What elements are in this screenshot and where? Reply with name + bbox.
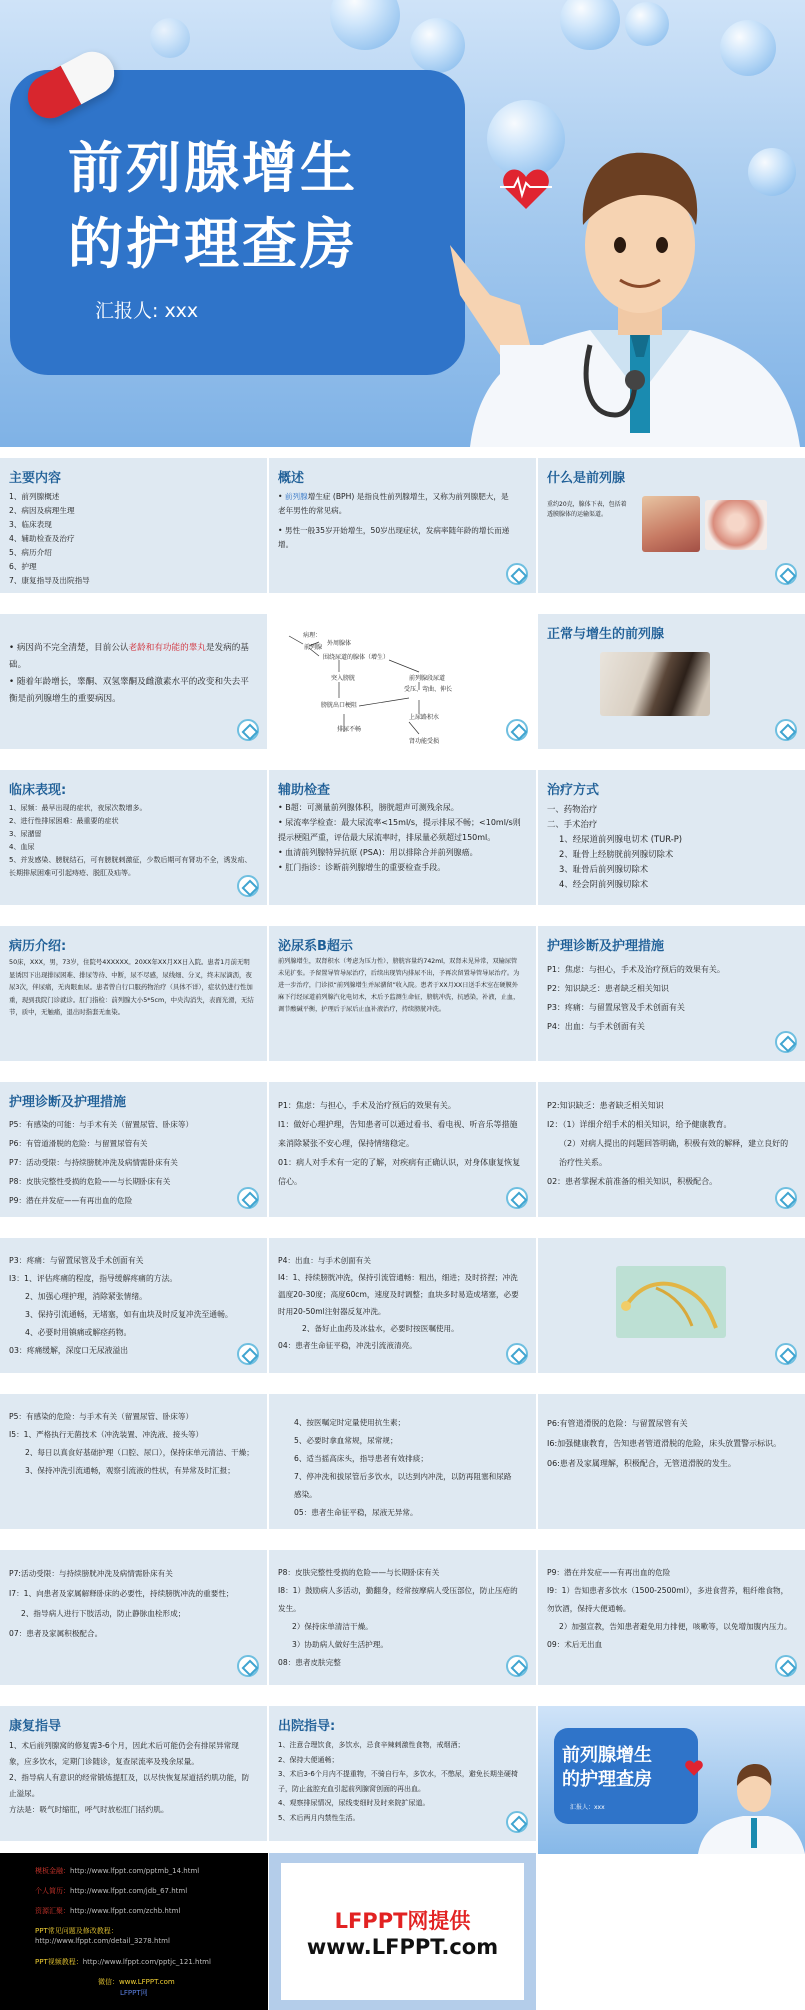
list-item: P7：活动受限：与持续膀胱冲洗及病情需卧床有关: [9, 1158, 178, 1167]
list-item: P8：皮肤完整性受损的危险——与长期卧床有关: [9, 1177, 171, 1186]
list-item: 2）保持床单清洁干燥。: [292, 1622, 373, 1631]
p5b-slide: [269, 1394, 536, 1529]
logo-line2[interactable]: www.LFPPT.com: [306, 1935, 499, 1959]
list-item: P5：有感染的可能：与手术有关（留置尿管、卧床等）: [9, 1120, 194, 1129]
treat-title: 治疗方式: [547, 783, 600, 798]
list-item: 2、保持大便通畅；: [278, 1755, 339, 1764]
list-item: P6：有管道滑脱的危险：与留置尿管有关: [9, 1139, 148, 1148]
hero-title: 前列腺增生 的护理查房: [68, 136, 359, 276]
list-item: 1、前列腺概述: [9, 492, 60, 501]
molecule-bubble: [150, 18, 190, 58]
p1-list: [278, 1096, 523, 1191]
rehab-list: [9, 1738, 254, 1818]
bus-text: 前列腺增生，双肾积水（考虑为压力性），膀胱容量约742ml，双肾未见异常，双输尿管未见扩张。予留置导管导尿治疗，后续出现管内排尿不出，予再次留置导管导尿治疗。为进一步治疗，门诊拟“前列腺增生并尿潴留”收入院。患者于XX月XX日送手术室在硬膜外麻下行经尿道前列腺汽化电切术，术后予监测生命征，膀胱冲洗，抗感染，补液，止血，调节酸碱平衡，护理后于尿后止血补液治疗，持续膀胱冲洗。: [278, 958, 520, 1013]
footer-brand-sub: LFPPT网: [120, 1989, 148, 1997]
nd2-title: 护理诊断及护理措施: [9, 1095, 127, 1110]
list-item: P2:知识缺乏：患者缺乏相关知识: [547, 1101, 664, 1110]
what-title: 什么是前列腺: [547, 471, 626, 486]
molecule-bubble: [560, 0, 620, 50]
list-item: I6:加强健康教育，告知患者管道滑脱的危险，床头放置警示标识。: [547, 1439, 782, 1448]
list-item: 2、加强心理护理，消除紧张情绪。: [25, 1292, 147, 1301]
lung-icon: [775, 563, 797, 585]
list-item: 3、临床表现: [9, 520, 52, 529]
lung-icon: [775, 1655, 797, 1677]
p8-list: [278, 1564, 523, 1672]
list-item: 2）加强宣教，告知患者避免用力排便，咳嗽等，以免增加腹内压力。: [559, 1622, 792, 1631]
overview-slide: [269, 458, 536, 593]
list-item: 2、每日以真食好基础护理（口腔、尿口），保持床单元清洁、干燥；: [25, 1448, 254, 1457]
p2-slide: [538, 1082, 805, 1217]
list-item: 01：病人对手术有一定的了解，对疾病有正确认识，对身体康复恢复信心。: [278, 1158, 521, 1186]
list-item: • 肛门指诊：诊断前列腺增生的重要检查手段。: [278, 863, 446, 872]
list-item: 03：疼痛缓解，深度口无尿液溢出: [9, 1346, 129, 1355]
list-item: I8：1）鼓励病人多活动，勤翻身，经常按摩病人受压部位，防止压疮的发生。: [278, 1586, 518, 1613]
list-item: 09：术后无出血: [547, 1640, 603, 1649]
lung-icon: [775, 719, 797, 741]
list-item: 3、耻骨后前列腺切除术: [559, 864, 649, 874]
mini-cover-slide: [538, 1706, 805, 1854]
molecule-bubble: [330, 0, 400, 50]
list-item: P7:活动受限：与持续膀胱冲洗及病情需卧床有关: [9, 1569, 173, 1578]
nursing-dx-slide-1: [538, 926, 805, 1061]
p4-slide: [269, 1238, 536, 1373]
list-item: I9：1）告知患者多饮水（1500-2500ml），多进食营养，粗纤维食物，勿饮酒，保持大便通畅。: [547, 1586, 789, 1613]
clinical-title: 临床表现:: [9, 783, 67, 798]
p9-slide: [538, 1550, 805, 1685]
lung-icon: [506, 1187, 528, 1209]
diagram-node: 前列腺段尿道: [409, 675, 446, 682]
footer-link[interactable]: 模板金融：http://www.lfppt.com/pptmb_14.html: [35, 1867, 200, 1875]
lung-icon: [237, 1655, 259, 1677]
lung-icon: [775, 1031, 797, 1053]
list-item: 6、护理: [9, 562, 37, 571]
diagram-node: 排尿不畅: [337, 726, 362, 733]
p3-list: [9, 1252, 254, 1360]
list-item: • 尿流率学检查：最大尿流率<15ml/s，提示排尿不畅；<10ml/s则提示梗阻严重，评估最大尿流率时，排尿量必须超过150ml。: [278, 818, 521, 842]
overview-title: 概述: [278, 471, 305, 486]
lung-icon: [506, 719, 528, 741]
prostate-link[interactable]: 前列腺: [284, 492, 308, 501]
list-item: 4、必要时用镇痛或解痉药物。: [25, 1328, 132, 1337]
lung-icon: [237, 1343, 259, 1365]
diagram-node: 受压、弯曲、伸长: [404, 686, 453, 693]
nd1-title: 护理诊断及护理措施: [547, 939, 665, 954]
list-item: 2、病因及病理生理: [9, 506, 75, 515]
rehab-slide: [0, 1706, 267, 1841]
mini-title: 前列腺增生 的护理查房: [562, 1745, 652, 1790]
pathology-diagram-slide: [269, 614, 536, 749]
list-item: 4、观察排尿情况，尿线变细时及时来院扩尿道。: [278, 1799, 430, 1807]
diagram-node: 上尿路积水: [409, 714, 440, 721]
lung-icon: [237, 875, 259, 897]
list-item: 08：患者皮肤完整: [278, 1658, 341, 1667]
lung-icon: [237, 719, 259, 741]
list-item: 02：患者掌握术前准备的相关知识，积极配合。: [547, 1177, 718, 1186]
p3-slide: [0, 1238, 267, 1373]
list-item: P9：潜在并发症——有再出血的危险: [9, 1196, 133, 1205]
footer-link[interactable]: 资源汇聚：http://www.lfppt.com/zchb.html: [35, 1907, 181, 1915]
toc-title: 主要内容: [9, 471, 62, 486]
rehab-title: 康复指导: [9, 1719, 62, 1734]
list-item: 06:患者及家属理解，积极配合，无管道滑脱的发生。: [547, 1459, 736, 1468]
diagram-node: 膀胱出口梗阻: [321, 702, 358, 709]
list-item: 二、手术治疗: [547, 819, 598, 829]
list-item: 4、血尿: [9, 843, 35, 851]
list-item: P1：焦虑：与担心，手术及治疗预后的效果有关。: [547, 965, 725, 974]
list-item: 2、备好止血药及冰盐水，必要时按医嘱使用。: [302, 1324, 459, 1333]
lung-icon: [506, 1811, 528, 1833]
nursing-dx-slide-2: [0, 1082, 267, 1217]
list-item: P2：知识缺乏：患者缺乏相关知识: [547, 984, 669, 993]
mini-reporter: 汇报人：xxx: [570, 1804, 605, 1811]
list-item: 5、并发感染、膀胱结石，可有膀胱刺激征，少数后期可有肾功不全，诱发疝、长期排尿困难可引起痔疮、脱肛及疝等。: [9, 856, 252, 877]
mini-heart-icon: [684, 1758, 704, 1778]
catheter-icon: [616, 1266, 726, 1338]
list-item: 6、适当摇高床头，指导患者有效排痰；: [294, 1454, 428, 1463]
discharge-slide: [269, 1706, 536, 1841]
molecule-bubble: [625, 2, 669, 46]
ultrasound-slide: [269, 926, 536, 1061]
molecule-bubble: [410, 18, 465, 73]
bus-title: 泌尿系B超示: [278, 939, 353, 954]
nd2-list: [9, 1115, 193, 1210]
list-item: 4、按医嘱定时定量使用抗生素；: [294, 1418, 406, 1427]
case-text: 50床，XXX，男，73岁，住院号4XXXXX。20XX年XX月XX日入院。患者1月前无明显诱因下出现排尿困难、排尿等待、中断，尿不尽感，尿线细、分叉，终末尿滴沥，夜尿3次，伴尿痛，无肉眼血尿。患者曾自行口服药物治疗（具体不详），症状仍进行性加重，现到我院门诊就诊。肛门指检：前列腺大小5*5cm，中央沟消失，表面光滑，无结节，质中，无触痛，退出时指套无血染。: [9, 958, 254, 1016]
lung-icon: [506, 1655, 528, 1677]
list-item: P3：疼痛：与留置尿管及手术创面有关: [9, 1256, 144, 1265]
discharge-title: 出院指导:: [278, 1719, 336, 1734]
molecule-bubble: [720, 20, 776, 76]
mini-doctor-icon: [688, 1746, 805, 1854]
list-item: • B超：可测量前列腺体积，膀胱超声可测残余尿。: [278, 803, 459, 812]
doctor-illustration-icon: [440, 95, 805, 447]
treat-list: [547, 802, 682, 892]
case-title: 病历介绍:: [9, 939, 67, 954]
list-item: 05：患者生命征平稳，尿液无异常。: [294, 1508, 418, 1517]
list-item: 3、保持冲洗引流通畅，观察引流液的性状，有异常及时汇报；: [25, 1466, 235, 1475]
list-item: P6:有管道滑脱的危险：与留置尿管有关: [547, 1419, 688, 1428]
logo-box: [281, 1863, 524, 2000]
logo-line1: LFPPT网提供: [334, 1909, 471, 1933]
list-item: （2）对病人提出的问题回答明确，积极有效的解释，建立良好的治疗性关系。: [559, 1139, 789, 1167]
what-text: 重约20克，腺体下表，包括着透膜腺体的运输渠道。: [547, 501, 627, 518]
p1-slide: [269, 1082, 536, 1217]
list-item: P3：疼痛：与留置尿管及手术创面有关: [547, 1003, 685, 1012]
list-item: I5：1、严格执行无菌技术（冲洗装置、冲洗液、接头等）: [9, 1430, 204, 1439]
list-item: 3、术后3-6个月内不提重物，不骑自行车，多饮水，不憋尿，避免长期坐硬椅子，防止盆腔充血引起前列腺窝创面的再出血。: [278, 1770, 518, 1793]
anatomy-image: [705, 500, 767, 550]
anatomy-image: [642, 496, 700, 552]
what-prostate-slide: [538, 458, 805, 593]
list-item: 4、辅助检查及治疗: [9, 534, 75, 543]
list-item: P8：皮肤完整性受损的危险——与长期卧床有关: [278, 1568, 440, 1577]
list-item: 5、病历介绍: [9, 548, 52, 557]
list-item: I1：做好心理护理，告知患者可以通过看书、看电视、听音乐等措施来消除紧张不安心理，保持情绪稳定。: [278, 1120, 518, 1148]
discharge-list: [278, 1738, 518, 1825]
p6-slide: [538, 1394, 805, 1529]
treatment-slide: [538, 770, 805, 905]
list-item: P9：潜在并发症——有再出血的危险: [547, 1568, 671, 1577]
list-item: I2：（1）详细介绍手术的相关知识，给予健康教育。: [547, 1120, 732, 1129]
diagram-node: 肾功能受损: [409, 738, 440, 745]
list-item: 7、停冲洗和拔尿管后多饮水，以达到内冲洗，以防再阻塞和尿路感染。: [294, 1472, 512, 1499]
normal-vs-bph-slide: [538, 614, 805, 749]
list-item: 2、指导病人有意识的经常锻炼提肛及，以尽快恢复尿道括约肌功能，防止溢尿。: [9, 1773, 250, 1798]
p7-list: [9, 1564, 254, 1644]
normal-title: 正常与增生的前列腺: [547, 627, 665, 642]
list-item: 7、康复指导及出院指导: [9, 576, 90, 585]
footer-brand-line: 微信：www.LFPPT.com: [98, 1978, 175, 1986]
list-item: 5、必要时拿血常规，尿常规；: [294, 1436, 398, 1445]
diagram-node: 围绕尿道的腺体（增生）: [323, 654, 390, 661]
footer-link[interactable]: PPT视频教程：http://www.lfppt.com/pptjc_121.html: [35, 1958, 211, 1966]
cause-body: • 病因尚不完全清楚，目前公认老龄和有功能的睾丸是发病的基础。 • 随着年龄增长，睾酮、双氢睾酮及雌激素水平的改变和失去平衡是前列腺增生的重要病因。: [9, 643, 249, 704]
toc-slide: [0, 458, 267, 593]
list-item: 3）协助病人做好生活护理。: [292, 1640, 388, 1649]
aux-list: [278, 800, 523, 875]
list-item: 2、耻骨上经膀胱前列腺切除术: [559, 849, 674, 859]
footer-link-url[interactable]: http://www.lfppt.com/detail_3278.html: [35, 1937, 170, 1945]
diagram-node: 病理：: [303, 632, 322, 639]
list-item: 1、术后前列腺窝的修复需3-6个月，因此术后可能仍会有排尿异常现象，应多饮水，定期门诊随诊，复查尿流率及残余尿量。: [9, 1741, 239, 1766]
list-item: P5：有感染的危险：与手术有关（留置尿管、卧床等）: [9, 1412, 194, 1421]
aux-exam-slide: [269, 770, 536, 905]
list-item: 2、进行性排尿困难：最重要的症状: [9, 817, 119, 825]
list-item: 4、经会阴前列腺切除术: [559, 879, 649, 889]
toc-list: [9, 490, 90, 588]
diagram-node: 突入膀胱: [331, 675, 356, 682]
footer-link[interactable]: 个人简历：http://www.lfppt.com/jdb_67.html: [35, 1887, 188, 1895]
p6-list: [547, 1414, 792, 1474]
list-item: I3：1、评估疼痛的程度，指导缓解疼痛的方法。: [9, 1274, 178, 1283]
lung-icon: [775, 1187, 797, 1209]
p5-list: [9, 1408, 254, 1480]
list-item: 1、经尿道前列腺电切术 (TUR-P): [559, 834, 683, 844]
list-item: I4：1、持续膀胱冲洗，保持引流管通畅：粗出，细进；及时挤捏；冲洗温度20-30度；高度60cm，速度及时调整；血块多时易造成堵塞，必要时用20-50ml注射器反复冲洗。: [278, 1273, 519, 1316]
cause-slide: [0, 614, 267, 749]
list-item: P1：焦虑：与担心，手术及治疗预后的效果有关。: [278, 1101, 456, 1110]
overview-body: • 前列腺增生症 (BPH) 是指良性前列腺增生，又称为前列腺肥大，是老年男性的常见病。 • 男性一般35岁开始增生，50岁出现症状，发病率随年龄的增长而递增。: [278, 492, 510, 549]
list-item: P4：出血：与手术创面有关: [278, 1256, 371, 1265]
clinical-list: [9, 802, 254, 880]
p8-slide: [269, 1550, 536, 1685]
hero-banner: [0, 0, 805, 447]
aux-title: 辅助检查: [278, 783, 331, 798]
case-slide: [0, 926, 267, 1061]
list-item: • 血清前列腺特异抗原 (PSA)：用以排除合并前列腺癌。: [278, 848, 478, 857]
list-item: 3、保持引流通畅，无堵塞，如有血块及时反复冲洗至通畅。: [25, 1310, 233, 1319]
list-item: 07：患者及家属积极配合。: [9, 1629, 103, 1638]
list-item: I7：1、向患者及家属解释卧床的必要性，持续膀胱冲洗的重要性；: [9, 1589, 234, 1598]
lung-icon: [775, 1343, 797, 1365]
p2-list: [547, 1096, 792, 1191]
list-item: 1、注意合理饮食，多饮水，忌食辛辣刺激性食物，戒烟酒；: [278, 1741, 465, 1749]
list-item: 5、术后两月内禁性生活。: [278, 1813, 360, 1822]
catheter-slide: [538, 1238, 805, 1373]
lung-icon: [506, 1343, 528, 1365]
diagram-node: 前列腺: [304, 644, 323, 651]
list-item: 04：患者生命征平稳，冲洗引流液清亮。: [278, 1341, 417, 1350]
lung-icon: [506, 563, 528, 585]
list-item: 2、指导病人进行下肢活动，防止静脉血栓形成；: [21, 1609, 186, 1618]
list-item: 方法是：吸气时缩肛，呼气时放松肛门括约肌。: [9, 1805, 169, 1814]
nd1-list: [547, 960, 725, 1036]
p7-slide: [0, 1550, 267, 1685]
patient-photo: [600, 652, 710, 716]
p5b-list: [278, 1414, 518, 1522]
list-item: 1、尿频：最早出现的症状，夜尿次数增多。: [9, 804, 147, 812]
diagram-node: 外周腺体: [327, 640, 352, 647]
footer-links-panel: [0, 1853, 268, 2010]
footer-logo-panel: [269, 1853, 536, 2010]
list-item: P4：出血：与手术创面有关: [547, 1022, 645, 1031]
lung-icon: [237, 1187, 259, 1209]
hero-reporter: 汇报人: xxx: [95, 300, 199, 322]
p4-list: [278, 1252, 523, 1354]
p9-list: [547, 1564, 792, 1654]
clinical-slide: [0, 770, 267, 905]
list-item: 一、药物治疗: [547, 804, 598, 814]
list-item: 3、尿潴留: [9, 830, 42, 838]
footer-link[interactable]: PPT常见问题及修改教程：: [35, 1927, 118, 1935]
p5-slide: [0, 1394, 267, 1529]
